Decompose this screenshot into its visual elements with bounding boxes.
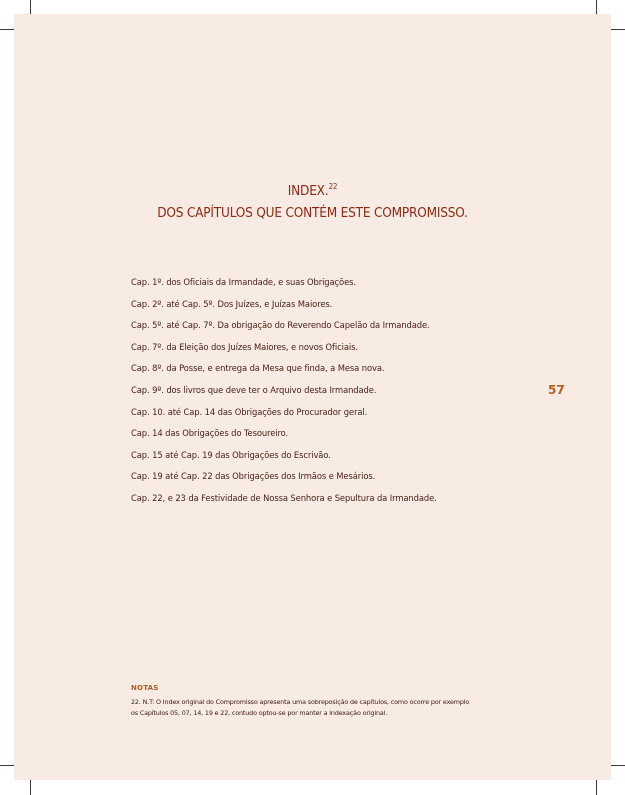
page-number: 57 — [548, 383, 565, 397]
index-entry: Cap. 19 até Cap. 22 das Obrigações dos Irmãos e Mesários. — [131, 471, 376, 482]
index-title — [0, 182, 625, 199]
chapter-index-list — [131, 275, 437, 513]
index-entry: Cap. 5º. até Cap. 7º. Da obrigação do Reverendo Capelão da Irmandade. — [131, 320, 430, 331]
index-entry: Cap. 10. até Cap. 14 das Obrigações do Procurador geral. — [131, 406, 368, 417]
index-entry: Cap. 14 das Obrigações do Tesoureiro. — [131, 428, 289, 439]
footnote-22 — [131, 697, 541, 719]
crop-mark-bottom-left-horizontal — [0, 765, 14, 766]
notes-heading: NOTAS — [131, 684, 159, 692]
index-entry: Cap. 2º. até Cap. 5º. Dos Juízes, e Juízas Maiores. — [131, 298, 333, 309]
index-entry: Cap. 8º. da Posse, e entrega da Mesa que finda, a Mesa nova. — [131, 363, 385, 374]
index-title-text: INDEX. — [287, 183, 329, 199]
crop-mark-bottom-left-vertical — [30, 779, 31, 795]
index-entry: Cap. 7º. da Eleição dos Juízes Maiores, e novos Oficiais. — [131, 341, 358, 352]
footnote-reference: 22 — [328, 182, 338, 191]
footnote-line: 22. N.T: O Index original do Compromisso apresenta uma sobreposição de capítulos, como ocorre por exemplo — [131, 698, 470, 706]
index-entry: Cap. 15 até Cap. 19 das Obrigações do Escrivão. — [131, 449, 331, 460]
footnote-line: os Capítulos 05, 07, 14, 19 e 22, contudo optou-se por manter a indexação original. — [131, 709, 388, 717]
index-subtitle: DOS CAPÍTULOS QUE CONTÉM ESTE COMPROMISSO. — [157, 205, 468, 221]
crop-mark-bottom-right-vertical — [596, 779, 597, 795]
index-entry: Cap. 22, e 23 da Festividade de Nossa Senhora e Sepultura da Irmandade. — [131, 492, 437, 503]
index-entry: Cap. 9º. dos livros que deve ter o Arquivo desta Irmandade. — [131, 384, 377, 395]
crop-mark-bottom-right-horizontal — [611, 765, 625, 766]
crop-mark-top-left-horizontal — [0, 29, 14, 30]
crop-mark-top-right-horizontal — [611, 29, 625, 30]
index-entry: Cap. 1º. dos Oficiais da Irmandade, e suas Obrigações. — [131, 277, 356, 287]
